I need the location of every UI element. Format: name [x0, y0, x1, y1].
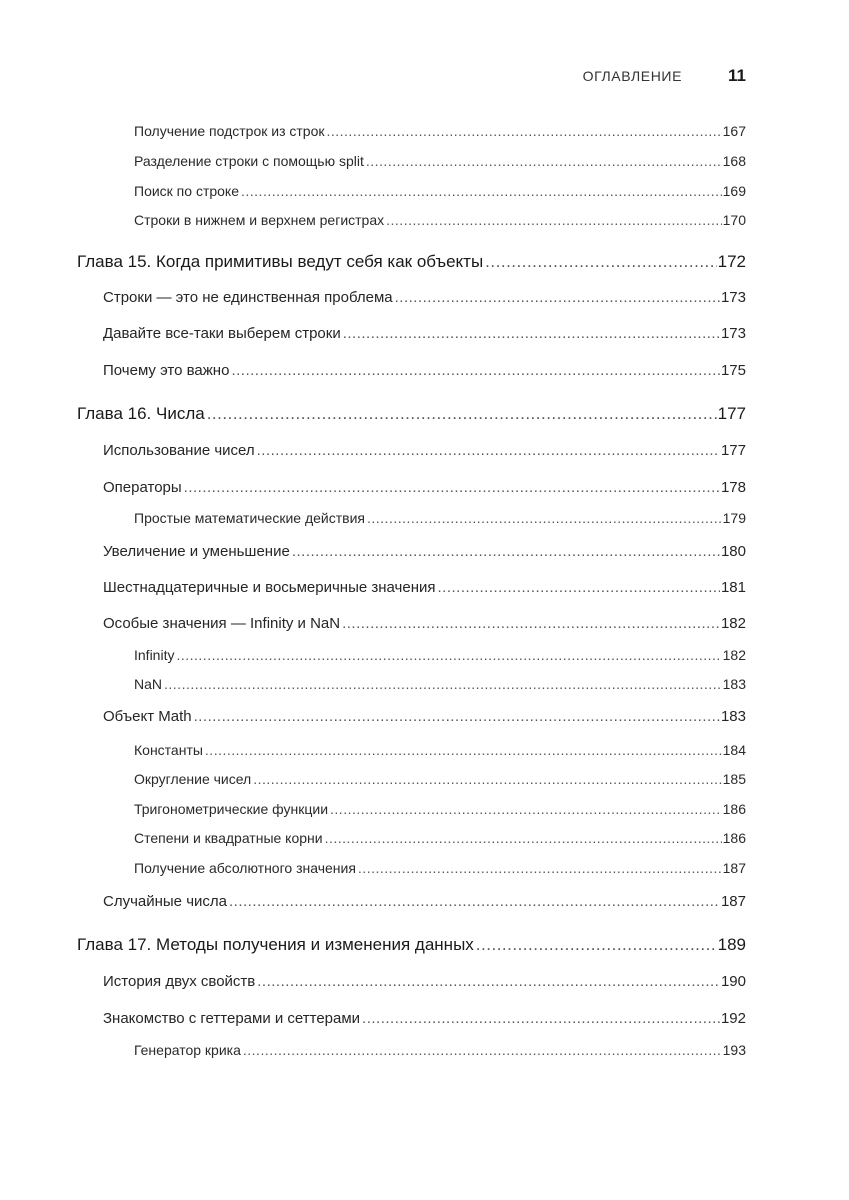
toc-entry-label: Получение подстрок из строк — [134, 123, 325, 139]
toc-entry-label: Степени и квадратные корни — [134, 830, 323, 846]
toc-dot-leader — [241, 183, 722, 199]
toc-entry-label: Разделение строки с помощью split — [134, 153, 364, 169]
toc-section-entry — [103, 442, 746, 459]
toc-entry-page: 183 — [720, 708, 746, 725]
toc-entry-page: 168 — [722, 153, 746, 169]
toc-entry-page: 181 — [720, 579, 746, 596]
toc-subsection-entry — [134, 830, 746, 846]
toc-entry-page: 180 — [720, 543, 746, 560]
toc-dot-leader — [326, 123, 721, 139]
toc-entry-label: Случайные числа — [103, 893, 227, 910]
toc-entry-label: Увеличение и уменьшение — [103, 543, 290, 560]
toc-dot-leader — [229, 893, 720, 910]
toc-entry-page: 184 — [722, 742, 746, 758]
toc-section-entry — [103, 973, 746, 990]
toc-dot-leader — [343, 325, 720, 342]
toc-entry-page: 187 — [720, 893, 746, 910]
toc-entry-page: 173 — [720, 325, 746, 342]
toc-entry-label: Давайте все-таки выберем строки — [103, 325, 341, 342]
toc-entry-label: Строки в нижнем и верхнем регистрах — [134, 212, 385, 228]
toc-entry-label: NaN — [134, 676, 163, 692]
toc-chapter-entry — [77, 252, 746, 272]
toc-section-entry — [103, 325, 746, 342]
toc-entry-label: Тригонометрические функции — [134, 801, 329, 817]
toc-dot-leader — [292, 543, 720, 560]
toc-entry-page: 167 — [722, 123, 746, 139]
toc-dot-leader — [358, 860, 722, 876]
toc-entry-page: 187 — [722, 860, 746, 876]
toc-entry-label: Шестнадцатеричные и восьмеричные значения — [103, 579, 436, 596]
toc-entry-label: Получение абсолютного значения — [134, 860, 356, 876]
toc-entry-label: Операторы — [103, 479, 182, 496]
toc-section-entry — [103, 615, 746, 632]
toc-entry-label: Особые значения — Infinity и NaN — [103, 615, 341, 632]
toc-subsection-entry — [134, 647, 746, 663]
toc-subsection-entry — [134, 123, 746, 139]
toc-entry-page: 193 — [722, 1042, 746, 1058]
toc-entry-label: Глава 15. Когда примитивы ведут себя как объекты — [77, 252, 484, 271]
toc-dot-leader — [362, 1010, 720, 1027]
toc-entry-page: 182 — [720, 615, 746, 632]
toc-entry-page: 185 — [722, 771, 746, 787]
toc-entry-label: Объект Math — [103, 708, 192, 725]
toc-section-entry — [103, 362, 746, 379]
toc-entry-page: 177 — [720, 442, 746, 459]
toc-dot-leader — [395, 289, 720, 306]
toc-dot-leader — [342, 615, 720, 632]
toc-subsection-entry — [134, 771, 746, 787]
toc-entry-label: Знакомство с геттерами и сеттерами — [103, 1010, 361, 1027]
toc-entry-page: 173 — [720, 289, 746, 306]
toc-entry-label: Глава 16. Числа — [77, 404, 205, 423]
toc-dot-leader — [231, 362, 720, 379]
toc-dot-leader — [325, 830, 722, 846]
toc-dot-leader — [253, 771, 721, 787]
page-number: 11 — [728, 66, 746, 85]
toc-entry-label: Константы — [134, 742, 203, 758]
toc-entry-page: 172 — [717, 252, 746, 271]
toc-entry-page: 192 — [720, 1010, 746, 1027]
toc-entry-page: 169 — [722, 183, 746, 199]
toc-entry-page: 170 — [722, 212, 746, 228]
toc-section-entry — [103, 543, 746, 560]
toc-entry-label: Использование чисел — [103, 442, 255, 459]
toc-chapter-entry — [77, 935, 746, 955]
toc-entry-label: Генератор крика — [134, 1042, 241, 1058]
toc-dot-leader — [207, 404, 717, 424]
toc-entry-page: 182 — [722, 647, 746, 663]
toc-subsection-entry — [134, 212, 746, 228]
toc-subsection-entry — [134, 1042, 746, 1058]
toc-dot-leader — [194, 708, 720, 725]
toc-entry-label: История двух свойств — [103, 973, 256, 990]
toc-entry-page: 177 — [717, 404, 746, 423]
toc-section-entry — [103, 1010, 746, 1027]
toc-subsection-entry — [134, 742, 746, 758]
toc-entry-page: 183 — [722, 676, 746, 692]
toc-section-entry — [103, 893, 746, 910]
toc-dot-leader — [164, 676, 722, 692]
toc-dot-leader — [257, 442, 720, 459]
toc-dot-leader — [184, 479, 720, 496]
toc-subsection-entry — [134, 676, 746, 692]
toc-entry-page: 178 — [720, 479, 746, 496]
toc-dot-leader — [367, 510, 722, 526]
toc-dot-leader — [330, 801, 722, 817]
toc-entry-label: Округление чисел — [134, 771, 252, 787]
toc-entry-label: Глава 17. Методы получения и изменения данных — [77, 935, 474, 954]
toc-subsection-entry — [134, 153, 746, 169]
toc-entry-page: 189 — [717, 935, 746, 954]
toc-section-entry — [103, 708, 746, 725]
toc-dot-leader — [176, 647, 721, 663]
running-head — [0, 64, 746, 88]
toc-subsection-entry — [134, 510, 746, 526]
toc-entry-page: 186 — [722, 801, 746, 817]
section-title: ОГЛАВЛЕНИЕ — [582, 68, 683, 84]
toc-section-entry — [103, 579, 746, 596]
toc-subsection-entry — [134, 183, 746, 199]
toc-entry-page: 175 — [720, 362, 746, 379]
toc-dot-leader — [257, 973, 720, 990]
toc-chapter-entry — [77, 404, 746, 424]
toc-section-entry — [103, 479, 746, 496]
toc-dot-leader — [366, 153, 722, 169]
toc-dot-leader — [243, 1042, 722, 1058]
toc-dot-leader — [437, 579, 719, 596]
toc-entry-page: 186 — [722, 830, 746, 846]
toc-entry-page: 190 — [720, 973, 746, 990]
toc-dot-leader — [476, 935, 717, 955]
toc-subsection-entry — [134, 860, 746, 876]
toc-section-entry — [103, 289, 746, 306]
toc-entry-label: Infinity — [134, 647, 175, 663]
toc-entry-label: Поиск по строке — [134, 183, 239, 199]
toc-entry-label: Строки — это не единственная проблема — [103, 289, 393, 306]
toc-entry-page: 179 — [722, 510, 746, 526]
toc-dot-leader — [205, 742, 722, 758]
toc-dot-leader — [386, 212, 722, 228]
toc-entry-label: Простые математические действия — [134, 510, 365, 526]
toc-subsection-entry — [134, 801, 746, 817]
toc-dot-leader — [485, 252, 716, 272]
toc-entry-label: Почему это важно — [103, 362, 230, 379]
